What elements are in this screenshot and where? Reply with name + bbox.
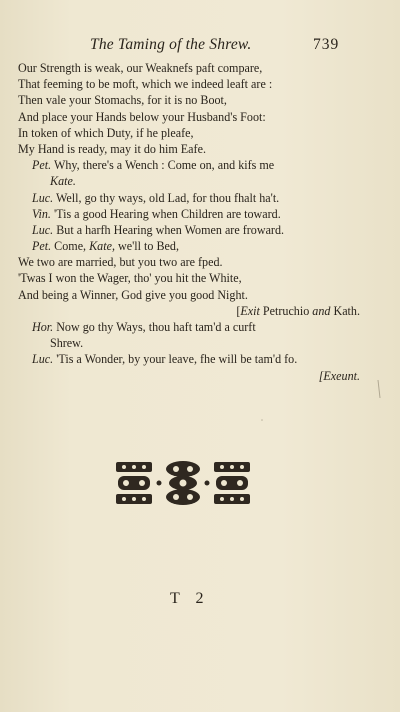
speech-text: 'Tis a Wonder, by your leave, fhe will be tam'd fo.: [56, 352, 298, 367]
speech-text: Come,: [54, 239, 90, 254]
signature-mark: T 2: [170, 590, 210, 607]
verse-line: 'Twas I won the Wager, tho' you hit the White,: [18, 271, 242, 286]
speaker-label: Luc.: [32, 352, 54, 367]
page-number: 739: [313, 36, 340, 53]
speaker-label: Luc.: [32, 190, 54, 205]
speaker-label: Hor.: [32, 320, 54, 334]
bracket: [: [236, 303, 241, 318]
running-title: The Taming of the Shrew.: [90, 36, 252, 53]
stage-direction-exeunt: [Exeunt.: [318, 368, 360, 383]
verse-line: And place your Hands below your Husband's Foot:: [18, 109, 266, 124]
speaker-label: Vin.: [32, 206, 51, 221]
verse-line: That feeming to be moft, which we indeed leaft are :: [18, 77, 273, 92]
speaker-label: Pet.: [32, 239, 52, 254]
verse-line: My Hand is ready, may it do him Eafe.: [18, 141, 206, 156]
speech-text: Well, go thy ways, old Lad, for thou fhalt ha't.: [55, 190, 280, 205]
speech-text: Now go thy Ways, thou haft tam'd a curft: [56, 320, 256, 334]
verse-line: And being a Winner, God give you good Night.: [18, 287, 248, 302]
speech-text: Shrew.: [50, 336, 84, 351]
verse-line: We two are married, but you two are fped.: [18, 255, 223, 270]
speech-text: Why, there's a Wench : Come on, and kifs me: [53, 158, 275, 173]
verse-line: In token of which Duty, if he pleafe,: [18, 125, 194, 140]
speaker-label: Pet.: [32, 158, 52, 173]
character-name: Kath.: [330, 303, 360, 318]
speech-text-italic: Kate,: [89, 239, 115, 254]
exit-word: Exit: [240, 303, 260, 318]
speech-text-italic: Kate.: [50, 174, 76, 189]
speech-text: 'Tis a good Hearing when Children are toward.: [53, 206, 281, 221]
and-word: and: [312, 303, 331, 318]
speech-text: we'll to Bed,: [114, 239, 179, 254]
verse-line: Our Strength is weak, our Weaknefs paft compare,: [18, 61, 263, 75]
character-name: Petruchio: [259, 303, 313, 318]
verse-line: Then vale your Stomachs, for it is no Boot,: [18, 93, 227, 108]
speech-text: But a harfh Hearing when Women are froward.: [56, 222, 285, 237]
speaker-label: Luc.: [32, 222, 54, 237]
